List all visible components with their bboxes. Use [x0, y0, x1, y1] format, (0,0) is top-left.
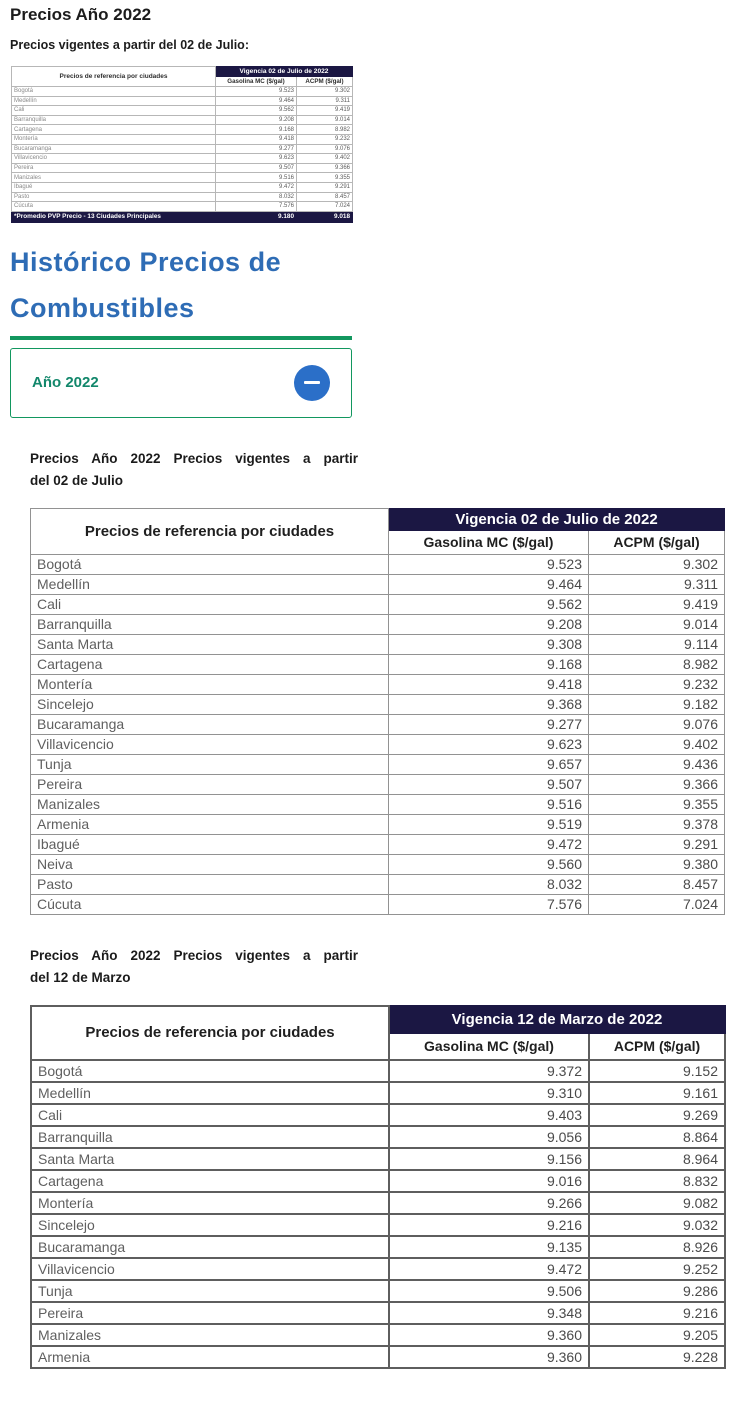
table-row [31, 754, 725, 774]
table-row [12, 182, 353, 192]
mini-vigencia-header: Vigencia 02 de Julio de 2022 [216, 67, 353, 77]
city-cell: Bogotá [31, 1060, 389, 1082]
gasolina-cell: 9.418 [389, 674, 589, 694]
acpm-cell: 9.291 [589, 834, 725, 854]
gasolina-cell: 9.168 [216, 125, 297, 135]
section-intro-julio [30, 448, 358, 492]
acpm-header: ACPM ($/gal) [589, 530, 725, 554]
gasolina-cell: 9.418 [216, 134, 297, 144]
acpm-cell: 9.114 [589, 634, 725, 654]
mini-ref-col-header: Precios de referencia por ciudades [12, 67, 216, 87]
gasolina-cell: 9.310 [389, 1082, 589, 1104]
gasolina-cell: 9.368 [389, 694, 589, 714]
promedio-gasolina: 9.180 [216, 211, 297, 222]
gasolina-cell: 9.464 [389, 574, 589, 594]
gasolina-cell: 9.562 [389, 594, 589, 614]
prices-table-marzo [30, 1005, 726, 1369]
mini-acpm-header: ACPM ($/gal) [297, 77, 353, 87]
acpm-cell: 8.964 [589, 1148, 725, 1170]
table-row [31, 614, 725, 634]
table-row [31, 774, 725, 794]
city-cell: Villavicencio [31, 1258, 389, 1280]
city-cell: Pereira [31, 1302, 389, 1324]
table-row [31, 854, 725, 874]
city-cell: Armenia [31, 814, 389, 834]
acpm-cell: 9.286 [589, 1280, 725, 1302]
table-row [31, 1214, 725, 1236]
city-cell: Cartagena [12, 125, 216, 135]
acpm-cell: 9.205 [589, 1324, 725, 1346]
gasolina-cell: 9.523 [389, 554, 589, 574]
table-row [31, 834, 725, 854]
acpm-cell: 9.419 [589, 594, 725, 614]
acpm-cell: 9.032 [589, 1214, 725, 1236]
intro-line2: del 02 de Julio [30, 472, 124, 488]
acpm-cell: 9.152 [589, 1060, 725, 1082]
gasolina-cell: 9.472 [216, 182, 297, 192]
table-row [31, 1280, 725, 1302]
intro-line2: del 12 de Marzo [30, 969, 131, 985]
city-cell: Barranquilla [31, 1126, 389, 1148]
table-row [31, 1346, 725, 1368]
acpm-cell: 9.302 [297, 87, 353, 97]
gasolina-cell: 9.348 [389, 1302, 589, 1324]
gasolina-cell: 9.516 [389, 794, 589, 814]
acpm-cell: 8.457 [589, 874, 725, 894]
acpm-cell: 9.436 [589, 754, 725, 774]
acpm-cell: 8.926 [589, 1236, 725, 1258]
accordion-label: Año 2022 [32, 374, 99, 392]
city-cell: Cali [31, 594, 389, 614]
city-cell: Barranquilla [31, 614, 389, 634]
gasolina-cell: 9.216 [389, 1214, 589, 1236]
city-cell: Santa Marta [31, 634, 389, 654]
gasolina-cell: 9.403 [389, 1104, 589, 1126]
acpm-cell: 9.291 [297, 182, 353, 192]
city-cell: Barranquilla [12, 115, 216, 125]
acpm-cell: 9.014 [589, 614, 725, 634]
gasolina-cell: 9.360 [389, 1346, 589, 1368]
gasolina-cell: 9.372 [389, 1060, 589, 1082]
table-row [31, 1302, 725, 1324]
table-row [31, 694, 725, 714]
ref-col-header: Precios de referencia por ciudades [31, 508, 389, 554]
gasolina-cell: 9.156 [389, 1148, 589, 1170]
gasolina-cell: 7.576 [216, 202, 297, 212]
gasolina-cell: 9.657 [389, 754, 589, 774]
table-row [31, 1082, 725, 1104]
city-cell: Santa Marta [31, 1148, 389, 1170]
acpm-cell: 9.366 [589, 774, 725, 794]
gasolina-cell: 9.056 [389, 1126, 589, 1148]
gasolina-cell: 9.506 [389, 1280, 589, 1302]
vigencia-header: Vigencia 12 de Marzo de 2022 [389, 1006, 725, 1033]
city-cell: Neiva [31, 854, 389, 874]
gasolina-cell: 8.032 [216, 192, 297, 202]
table-row [12, 125, 353, 135]
acpm-cell: 9.402 [589, 734, 725, 754]
gasolina-cell: 9.560 [389, 854, 589, 874]
gasolina-cell: 9.016 [389, 1170, 589, 1192]
acpm-cell: 8.457 [297, 192, 353, 202]
table-row [12, 144, 353, 154]
city-cell: Montería [31, 674, 389, 694]
table-row [31, 714, 725, 734]
city-cell: Ibagué [31, 834, 389, 854]
gasolina-cell: 9.519 [389, 814, 589, 834]
gasolina-cell: 9.507 [389, 774, 589, 794]
city-cell: Manizales [12, 173, 216, 183]
table-row [31, 1236, 725, 1258]
table-row [12, 96, 353, 106]
table-header-row [31, 508, 725, 530]
table-row [12, 134, 353, 144]
gasolina-cell: 9.135 [389, 1236, 589, 1258]
table-row [31, 594, 725, 614]
acpm-cell: 9.082 [589, 1192, 725, 1214]
acpm-cell: 9.380 [589, 854, 725, 874]
table-row [31, 574, 725, 594]
acpm-cell: 9.302 [589, 554, 725, 574]
city-cell: Armenia [31, 1346, 389, 1368]
city-cell: Cali [31, 1104, 389, 1126]
vigencia-header: Vigencia 02 de Julio de 2022 [389, 508, 725, 530]
gasolina-cell: 9.266 [389, 1192, 589, 1214]
promedio-acpm: 9.018 [297, 211, 353, 222]
acpm-cell: 9.182 [589, 694, 725, 714]
acpm-cell: 9.402 [297, 154, 353, 164]
table-row [31, 674, 725, 694]
table-row [31, 894, 725, 914]
city-cell: Medellín [12, 96, 216, 106]
city-cell: Cúcuta [31, 894, 389, 914]
minus-icon [304, 381, 320, 384]
city-cell: Bogotá [31, 554, 389, 574]
city-cell: Villavicencio [12, 154, 216, 164]
city-cell: Montería [12, 134, 216, 144]
acpm-cell: 9.014 [297, 115, 353, 125]
city-cell: Pereira [31, 774, 389, 794]
gasolina-cell: 9.208 [216, 115, 297, 125]
table-header-row [31, 1006, 725, 1033]
city-cell: Medellín [31, 1082, 389, 1104]
gasolina-cell: 9.562 [216, 106, 297, 116]
city-cell: Cartagena [31, 654, 389, 674]
table-row [31, 794, 725, 814]
mini-table-footer-row [12, 211, 353, 222]
acpm-cell: 9.355 [589, 794, 725, 814]
city-cell: Pereira [12, 163, 216, 173]
city-cell: Cúcuta [12, 202, 216, 212]
acpm-cell: 9.216 [589, 1302, 725, 1324]
gasolina-cell: 9.277 [389, 714, 589, 734]
table-row [31, 734, 725, 754]
table-row [12, 115, 353, 125]
city-cell: Sincelejo [31, 694, 389, 714]
city-cell: Sincelejo [31, 1214, 389, 1236]
table-row [12, 173, 353, 183]
prices-table-julio [30, 508, 725, 915]
gasolina-cell: 9.472 [389, 1258, 589, 1280]
city-cell: Bucaramanga [31, 1236, 389, 1258]
gasolina-cell: 9.623 [216, 154, 297, 164]
acpm-cell: 7.024 [297, 202, 353, 212]
gasolina-cell: 9.464 [216, 96, 297, 106]
intro-line1: Precios Año 2022 Precios vigentes a partir [30, 450, 358, 466]
city-cell: Villavicencio [31, 734, 389, 754]
table-row [31, 814, 725, 834]
acpm-cell: 9.269 [589, 1104, 725, 1126]
city-cell: Manizales [31, 794, 389, 814]
acpm-header: ACPM ($/gal) [589, 1033, 725, 1060]
city-cell: Pasto [31, 874, 389, 894]
city-cell: Cartagena [31, 1170, 389, 1192]
table-row [12, 163, 353, 173]
mini-gasolina-header: Gasolina MC ($/gal) [216, 77, 297, 87]
city-cell: Ibagué [12, 182, 216, 192]
gasolina-cell: 9.516 [216, 173, 297, 183]
city-cell: Bogotá [12, 87, 216, 97]
acpm-cell: 9.232 [589, 674, 725, 694]
gasolina-cell: 9.277 [216, 144, 297, 154]
ref-col-header: Precios de referencia por ciudades [31, 1006, 389, 1060]
table-row [12, 192, 353, 202]
acpm-cell: 9.232 [297, 134, 353, 144]
acpm-cell: 9.161 [589, 1082, 725, 1104]
gasolina-cell: 9.507 [216, 163, 297, 173]
acpm-cell: 8.832 [589, 1170, 725, 1192]
gasolina-cell: 7.576 [389, 894, 589, 914]
gasolina-cell: 9.360 [389, 1324, 589, 1346]
mini-prices-table [11, 66, 353, 223]
gasolina-cell: 9.623 [389, 734, 589, 754]
acpm-cell: 8.864 [589, 1126, 725, 1148]
acpm-cell: 9.419 [297, 106, 353, 116]
table-row [31, 1192, 725, 1214]
table-row [12, 106, 353, 116]
accordion-ano-2022[interactable] [10, 348, 352, 418]
city-cell: Tunja [31, 754, 389, 774]
gasolina-header: Gasolina MC ($/gal) [389, 1033, 589, 1060]
collapse-button[interactable] [294, 365, 330, 401]
city-cell: Pasto [12, 192, 216, 202]
table-row [31, 1170, 725, 1192]
table-row [31, 1104, 725, 1126]
acpm-cell: 9.366 [297, 163, 353, 173]
acpm-cell: 9.311 [297, 96, 353, 106]
city-cell: Bucaramanga [12, 144, 216, 154]
acpm-cell: 9.252 [589, 1258, 725, 1280]
acpm-cell: 8.982 [589, 654, 725, 674]
table-row [31, 1060, 725, 1082]
acpm-cell: 9.076 [589, 714, 725, 734]
section-intro-marzo [30, 945, 358, 989]
acpm-cell: 9.076 [297, 144, 353, 154]
promedio-label: *Promedio PVP Precio - 13 Ciudades Principales [12, 211, 216, 222]
city-cell: Tunja [31, 1280, 389, 1302]
acpm-cell: 9.311 [589, 574, 725, 594]
city-cell: Bucaramanga [31, 714, 389, 734]
city-cell: Cali [12, 106, 216, 116]
acpm-cell: 9.355 [297, 173, 353, 183]
historico-heading: Histórico Precios de Combustibles [10, 246, 282, 323]
city-cell: Manizales [31, 1324, 389, 1346]
intro-line1: Precios Año 2022 Precios vigentes a partir [30, 947, 358, 963]
gasolina-cell: 9.308 [389, 634, 589, 654]
table-row [31, 554, 725, 574]
acpm-cell: 9.378 [589, 814, 725, 834]
green-divider [10, 336, 352, 340]
table-row [31, 1126, 725, 1148]
acpm-cell: 9.228 [589, 1346, 725, 1368]
table-row [12, 202, 353, 212]
acpm-cell: 7.024 [589, 894, 725, 914]
table-row [31, 1258, 725, 1280]
gasolina-cell: 8.032 [389, 874, 589, 894]
gasolina-cell: 9.472 [389, 834, 589, 854]
table-row [31, 634, 725, 654]
acpm-cell: 8.982 [297, 125, 353, 135]
table-row [31, 1148, 725, 1170]
gasolina-cell: 9.208 [389, 614, 589, 634]
gasolina-cell: 9.168 [389, 654, 589, 674]
table-row [12, 87, 353, 97]
gasolina-header: Gasolina MC ($/gal) [389, 530, 589, 554]
gasolina-cell: 9.523 [216, 87, 297, 97]
page-subtitle: Precios vigentes a partir del 02 de Julio: [10, 38, 249, 52]
city-cell: Medellín [31, 574, 389, 594]
page-title: Precios Año 2022 [10, 5, 152, 24]
table-row [12, 154, 353, 164]
city-cell: Montería [31, 1192, 389, 1214]
table-row [31, 1324, 725, 1346]
mini-table-header-row [12, 67, 353, 77]
table-row [31, 654, 725, 674]
table-row [31, 874, 725, 894]
